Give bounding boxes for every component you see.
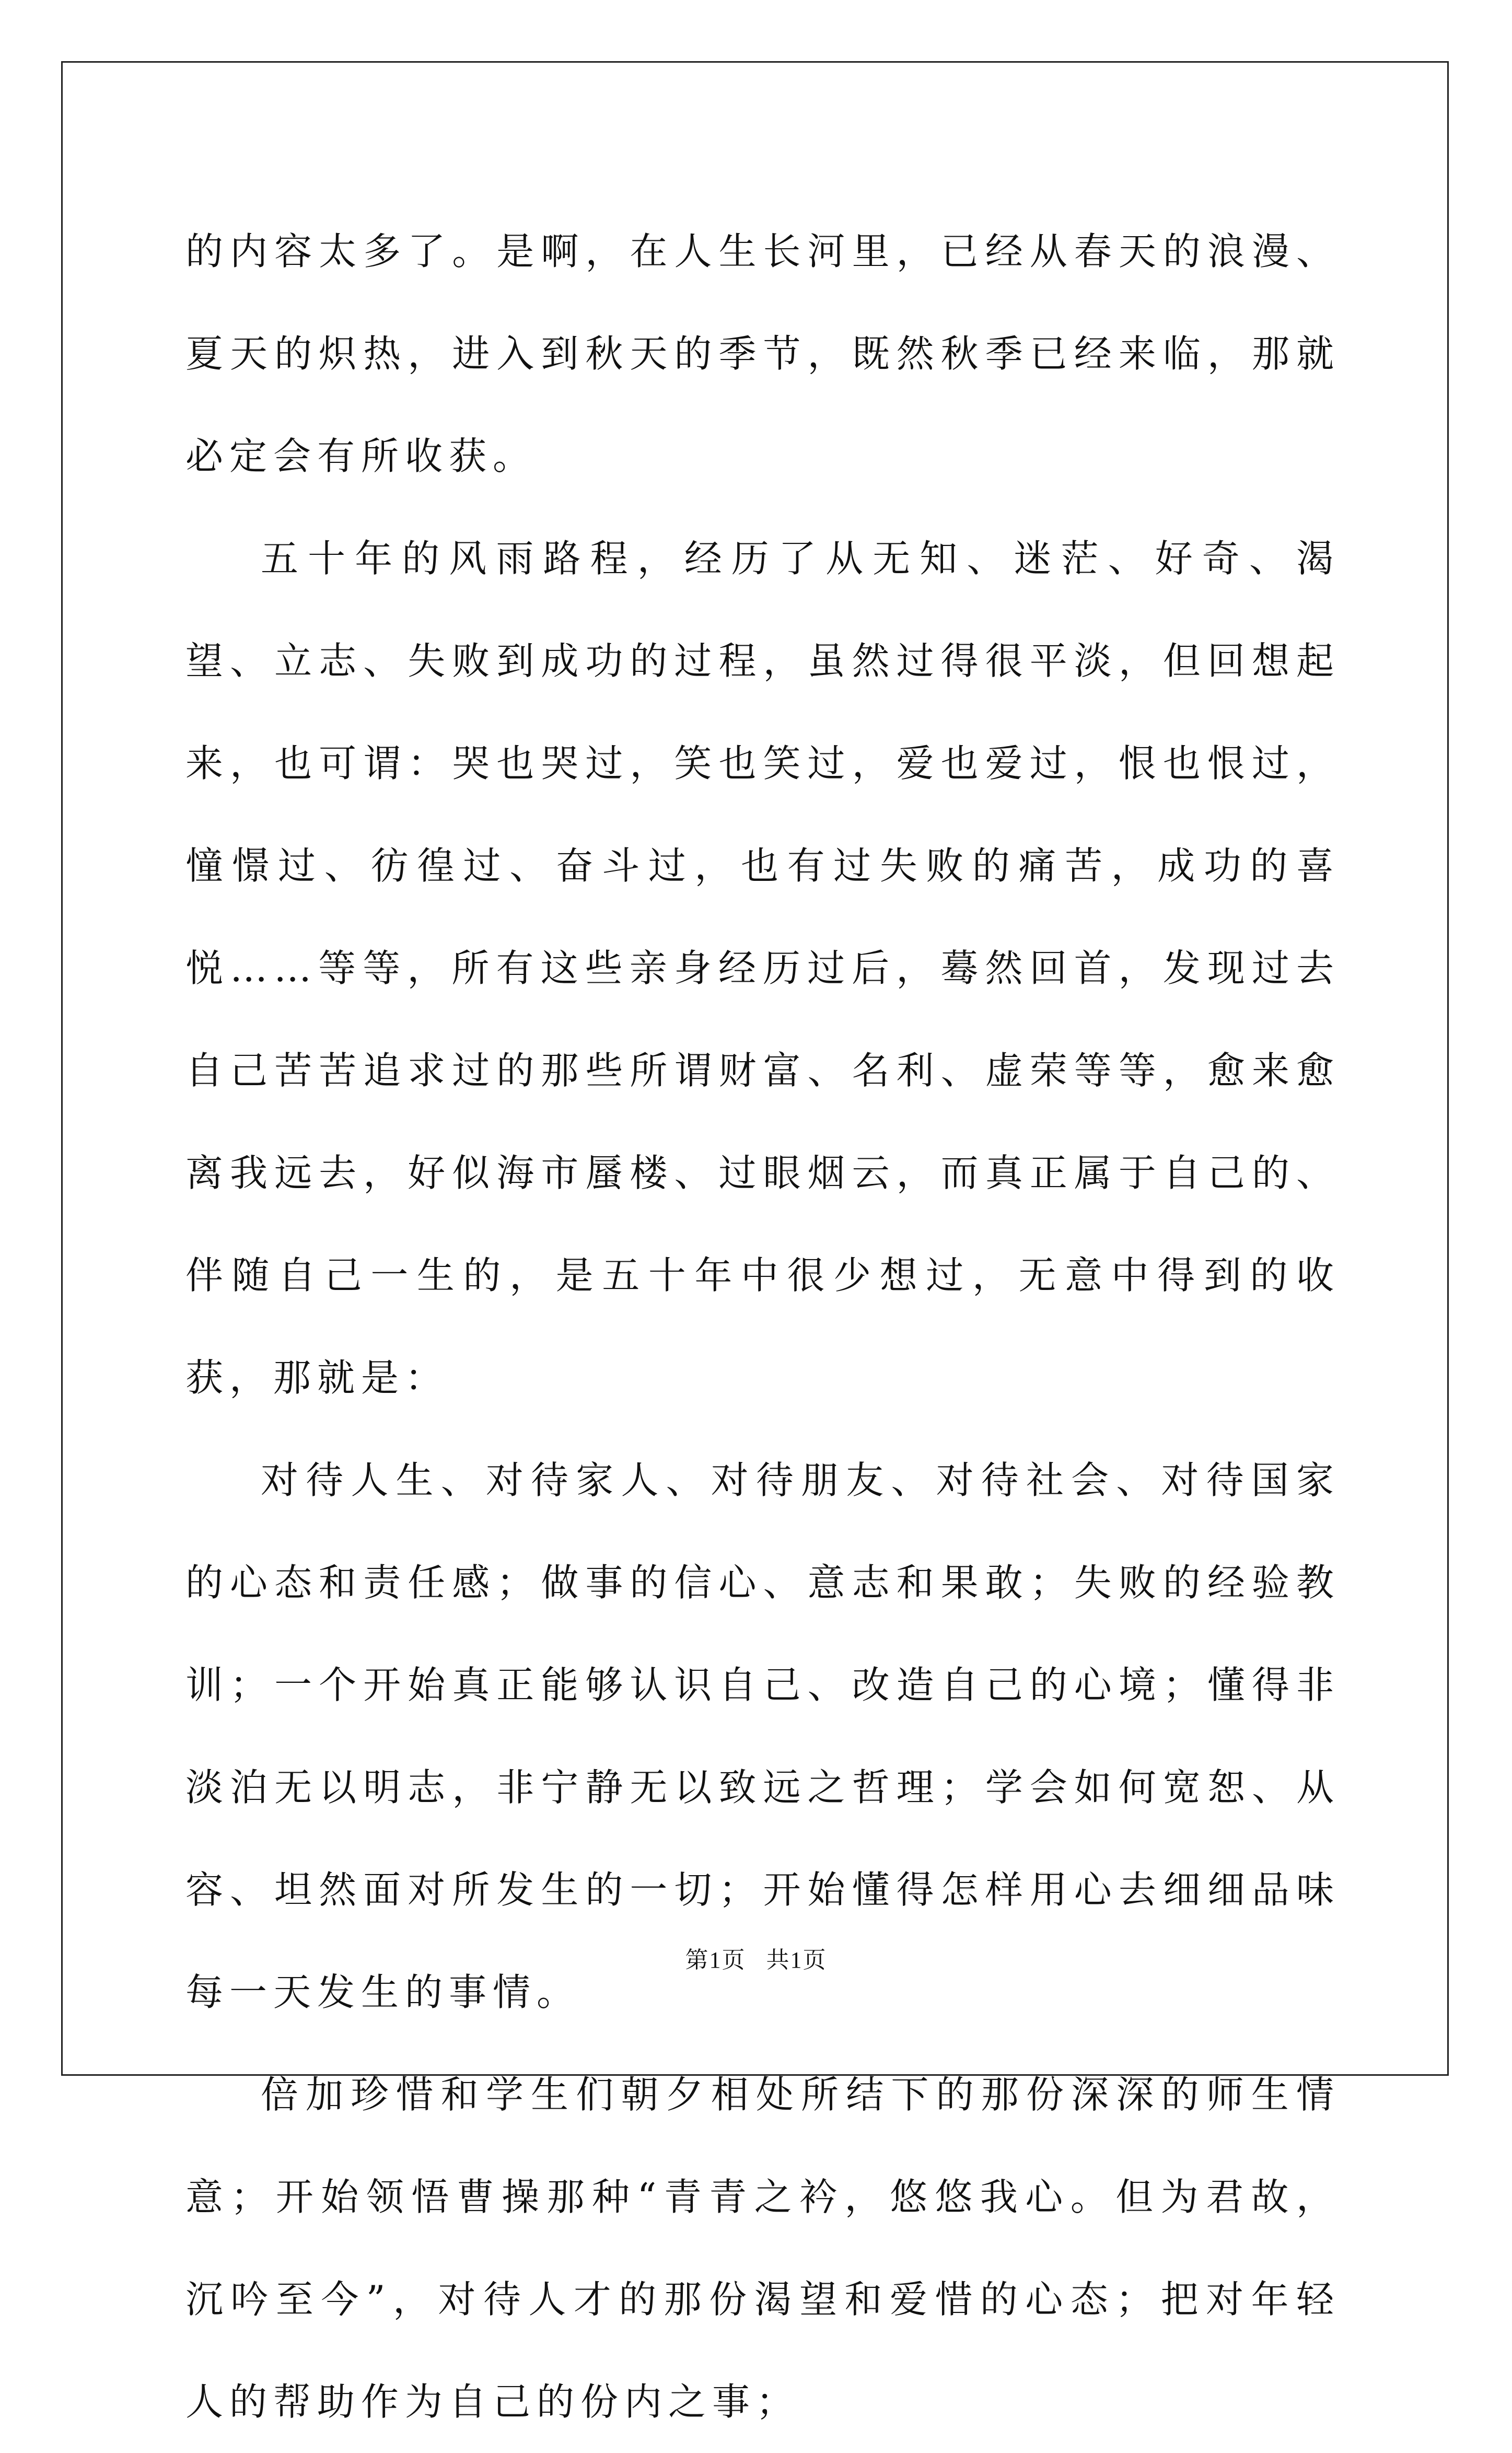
footer-gap xyxy=(746,1947,766,1973)
page-footer xyxy=(0,1945,1512,1976)
page-number: 第1页 xyxy=(685,1947,746,1973)
paragraph-1: 的内容太多了。是啊，在人生长河里，已经从春天的浪漫、夏天的炽热，进入到秋天的季节，既然秋季已经来临，那就必定会有所收获。 xyxy=(185,229,1340,478)
paragraph-3: 对待人生、对待家人、对待朋友、对待社会、对待国家的心态和责任感；做事的信心、意志和果敢；失败的经验教训；一个开始真正能够认识自己、改造自己的心境；懂得非淡泊无以明志，非宁静无以致远之哲理；学会如何宽恕、从容、坦然面对所发生的一切；开始懂得怎样用心去细细品味每一天发生的事情。 xyxy=(185,1458,1340,2014)
paragraph-2: 五十年的风雨路程，经历了从无知、迷茫、好奇、渴望、立志、失败到成功的过程，虽然过得很平淡，但回想起来，也可谓：哭也哭过，笑也笑过，爱也爱过，恨也恨过，憧憬过、彷徨过、奋斗过，也有过失败的痛苦，成功的喜悦……等等，所有这些亲身经历过后，蓦然回首，发现过去自己苦苦追求过的那些所谓财富、名利、虚荣等等，愈来愈离我远去，好似海市蜃楼、过眼烟云，而真正属于自己的、伴随自己一生的，是五十年中很少想过，无意中得到的收获，那就是： xyxy=(185,537,1340,1400)
page-total: 共1页 xyxy=(766,1947,827,1973)
paragraph-4: 倍加珍惜和学生们朝夕相处所结下的那份深深的师生情意；开始领悟曹操那种“青青之衿，悠悠我心。但为君故，沉吟至今”，对待人才的那份渴望和爱惜的心态；把对年轻人的帮助作为自己的份内之事； xyxy=(185,2073,1340,2424)
document-body xyxy=(185,200,1340,2453)
